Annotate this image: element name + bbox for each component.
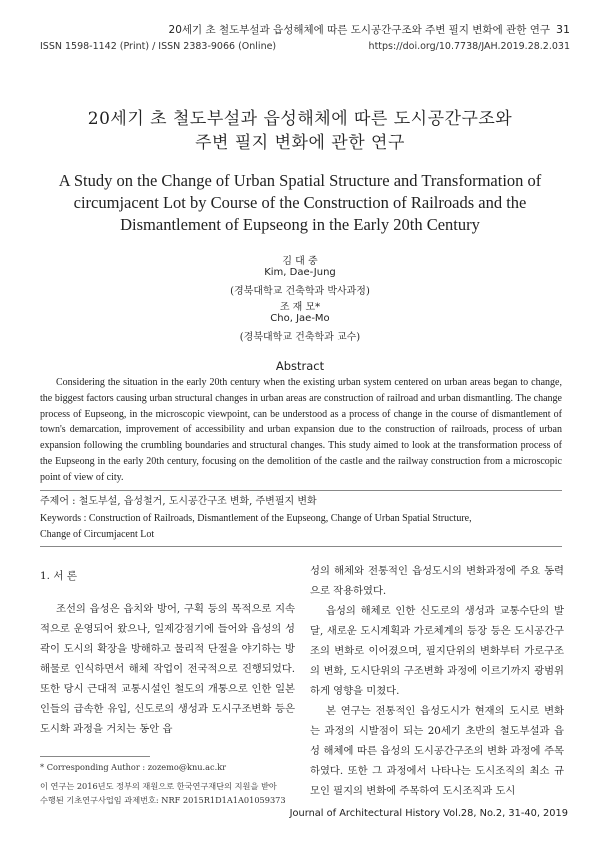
issn: ISSN 1598-1142 (Print) / ISSN 2383-9066 (Online) [40, 41, 277, 52]
body-left-column [40, 599, 295, 739]
funding-note-line2: 수행된 기초연구사업임 과제번호: NRF 2015R1D1A1A01059373 [40, 795, 286, 805]
korean-title-line2: 주변 필지 변화에 관한 연구 [195, 133, 405, 153]
corresponding-author: * Corresponding Author : zozemo@knu.ac.kr [40, 762, 227, 772]
author2-english: Cho, Jae-Mo [270, 313, 330, 324]
body-paragraph: 본 연구는 전통적인 읍성도시가 현재의 도시로 변화는 과정의 시발점이 되는 20세기 초반의 철도부설과 읍성 해체에 따른 읍성의 도시공간구조의 변화 과정에 주목하였다. 또한 그 과정에서 나타나는 도시조직의 최소 규모인 필지의 변화에 주목하여 도시조직과 도시 [310, 705, 564, 797]
journal-footer: Journal of Architectural History Vol.28, No.2, 31-40, 2019 [289, 808, 568, 819]
divider-bottom [40, 546, 562, 547]
keywords-korean: 주제어 : 철도부설, 읍성철거, 도시공간구조 변화, 주변필지 변화 [40, 496, 317, 507]
author1-korean: 김 대 중 [282, 256, 318, 267]
english-title: A Study on the Change of Urban Spatial Structure and Transformation of circumjacent Lot by Course of the Construction of Railroads and the Dismantlement of Eupseong in the Early 20th Century [58, 171, 542, 234]
author1-english: Kim, Dae-Jung [264, 267, 336, 278]
body-paragraph: 읍성의 해체로 인한 신도로의 생성과 교통수단의 발달, 새로운 도시계획과 가로체계의 등장 등은 도시공간구조의 변화로 이어졌으며, 필지단위의 변화부터 가로구조의 변화, 도시단위의 구조변화 과정에 이르기까지 광범위하게 영향을 미쳤다. [310, 605, 564, 697]
keywords-english-line2: Change of Circumjacent Lot [40, 529, 155, 540]
body-paragraph: 성의 해체와 전통적인 읍성도시의 변화과정에 주요 동력으로 작용하였다. [310, 565, 564, 597]
section-heading: 1. 서 론 [40, 570, 77, 582]
body-right-column [310, 561, 564, 801]
funding-note-line1: 이 연구는 2016년도 정부의 재원으로 한국연구재단의 지원을 받아 [40, 781, 277, 791]
running-header [0, 22, 600, 37]
author2-affiliation: (경북대학교 건축학과 교수) [239, 332, 361, 343]
author2-korean: 조 재 모* [279, 302, 321, 313]
abstract-text: Considering the situation in the early 20th century when the existing urban system centered on urban areas began to change, the biggest factors causing urban structural changes in urban areas are construction of railroad and urban dismantling. The change process of Eupseong, in the microscopic viewpoint, can be understood as a process of change in the course of dismantlement of town's demarcation, improvement of accessibility and urban expansion due to the construction of railroads, process of urban expansion following the crumbling boundaries and structural changes. This study aimed to look at the transformation process of the Eupseong in the early 20th century, focusing on the demolition of the castle and the railway construction from a microscopic point of view of city. [40, 377, 562, 483]
korean-title-line1: 20세기 초 철도부설과 읍성해체에 따른 도시공간구조와 [87, 109, 513, 129]
divider-top [40, 490, 562, 491]
page-number: 31 [556, 23, 570, 36]
running-title: 20세기 초 철도부설과 읍성해체에 따른 도시공간구조와 주변 필지 변화에 관한 연구 [168, 24, 550, 36]
footnote-rule [40, 756, 150, 757]
doi-link[interactable]: https://doi.org/10.7738/JAH.2019.28.2.031 [368, 41, 570, 52]
abstract-heading: Abstract [275, 359, 325, 373]
body-paragraph: 조선의 읍성은 읍치와 방어, 구획 등의 목적으로 지속적으로 운영되어 왔으나, 일제강점기에 들어와 읍성의 성곽이 도시의 확장을 방해하고 물리적 단절을 야기하는 방해물로 인식하면서 해체 작업이 전국적으로 진행되었다. 또한 당시 근대적 교통시설인 철도의 개통으로 인한 일본인들의 급속한 유입, 신도로의 생성과 도시구조변화 등은 도시화 과정을 거치는 동안 읍 [40, 603, 295, 735]
author1-affiliation: (경북대학교 건축학과 박사과정) [230, 286, 370, 297]
keywords-english-line1: Keywords : Construction of Railroads, Dismantlement of the Eupseong, Change of Urban Spatial Structure, [40, 513, 472, 524]
